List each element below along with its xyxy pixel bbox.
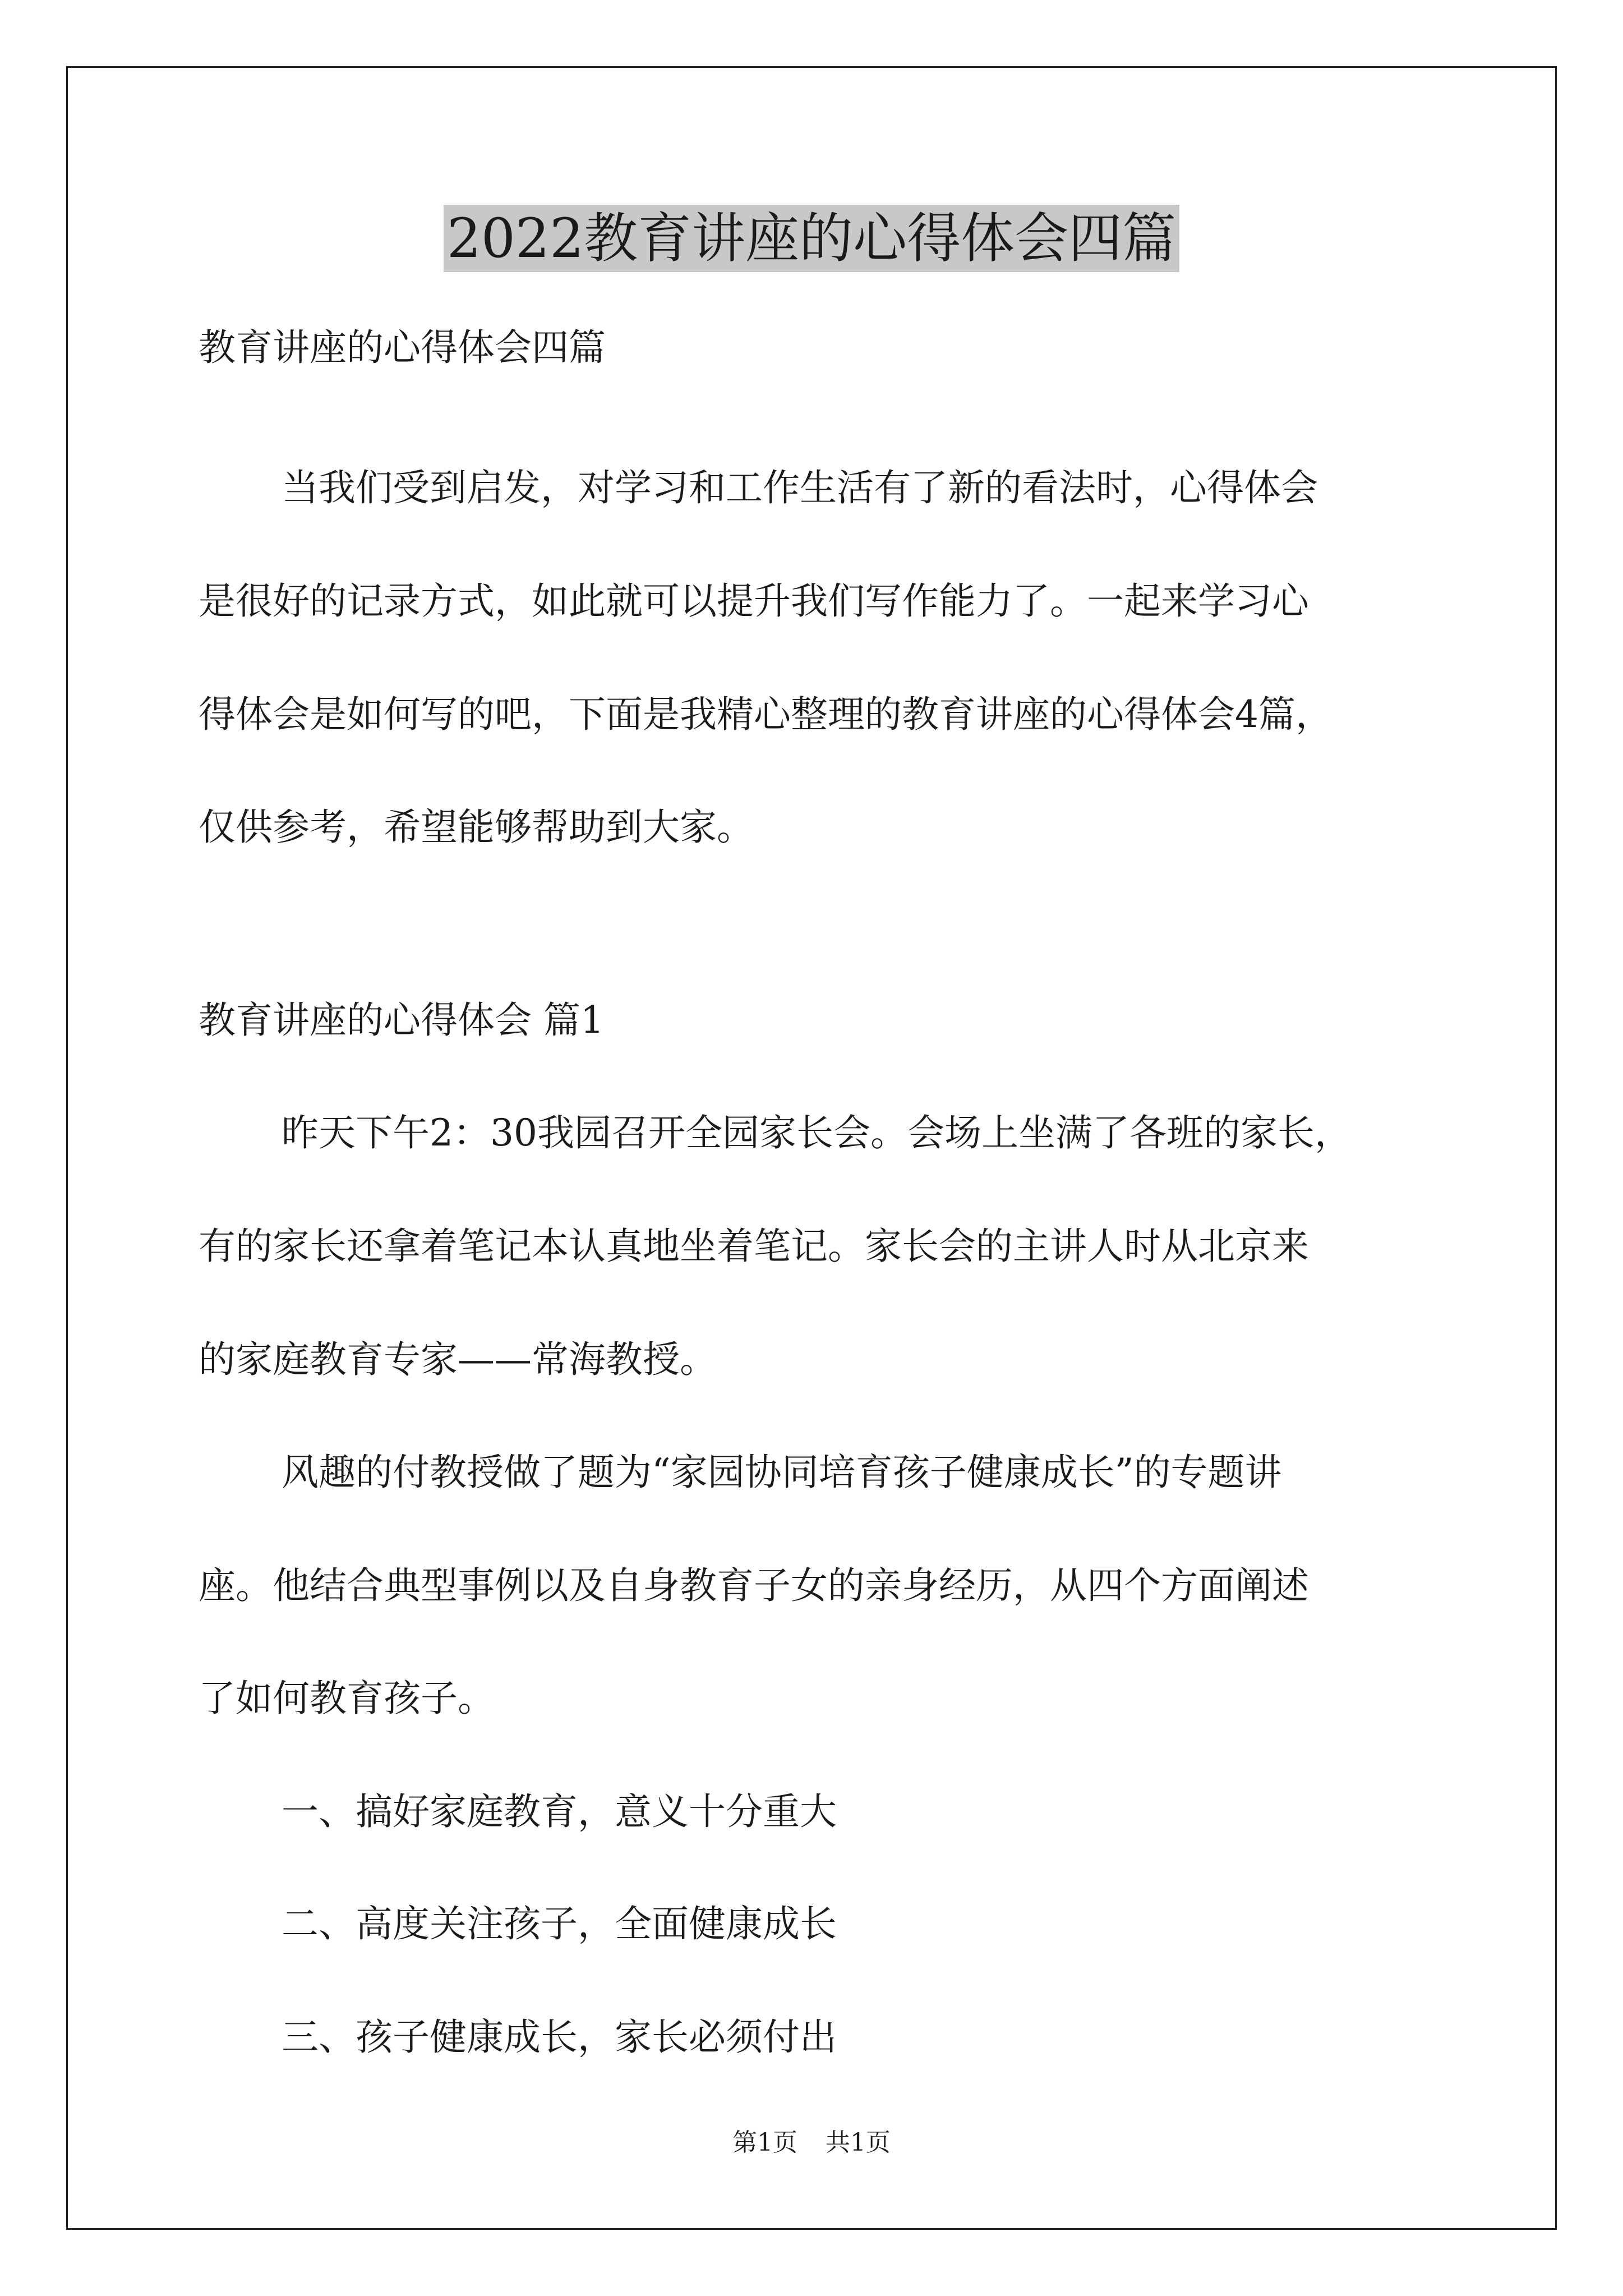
document-subtitle: 教育讲座的心得体会四篇 [199,326,606,369]
intro-line-3: 得体会是如何写的吧，下面是我精心整理的教育讲座的心得体会4篇， [199,693,1332,736]
intro-line-2: 是很好的记录方式，如此就可以提升我们写作能力了。一起来学习心 [199,579,1309,623]
section1-heading: 教育讲座的心得体会 篇1 [199,999,604,1042]
para2-line-3: 了如何教育孩子。 [199,1677,495,1720]
para1-line-2: 有的家长还拿着笔记本认真地坐着笔记。家长会的主讲人时从北京来 [199,1225,1309,1268]
page-number-total: 共1页 [826,2128,891,2157]
document-title-text: 2022教育讲座的心得体会四篇 [444,205,1179,272]
document-title [0,199,1623,278]
para2-line-1: 风趣的付教授做了题为“家园协同培育孩子健康成长”的专题讲 [282,1451,1282,1494]
intro-line-4: 仅供参考，希望能够帮助到大家。 [199,806,754,849]
point-1: 一、搞好家庭教育，意义十分重大 [282,1790,837,1833]
point-3: 三、孩子健康成长，家长必须付出 [282,2016,837,2059]
page-number-current: 第1页 [732,2128,797,2157]
page-footer [0,2126,1623,2160]
para2-line-2: 座。他结合典型事例以及自身教育子女的亲身经历，从四个方面阐述 [199,1564,1309,1607]
intro-line-1: 当我们受到启发，对学习和工作生活有了新的看法时，心得体会 [282,466,1318,509]
para1-line-1: 昨天下午2：30我园召开全园家长会。会场上坐满了各班的家长， [282,1111,1352,1154]
point-2: 二、高度关注孩子，全面健康成长 [282,1902,837,1945]
para1-line-3: 的家庭教育专家——常海教授。 [199,1338,717,1381]
